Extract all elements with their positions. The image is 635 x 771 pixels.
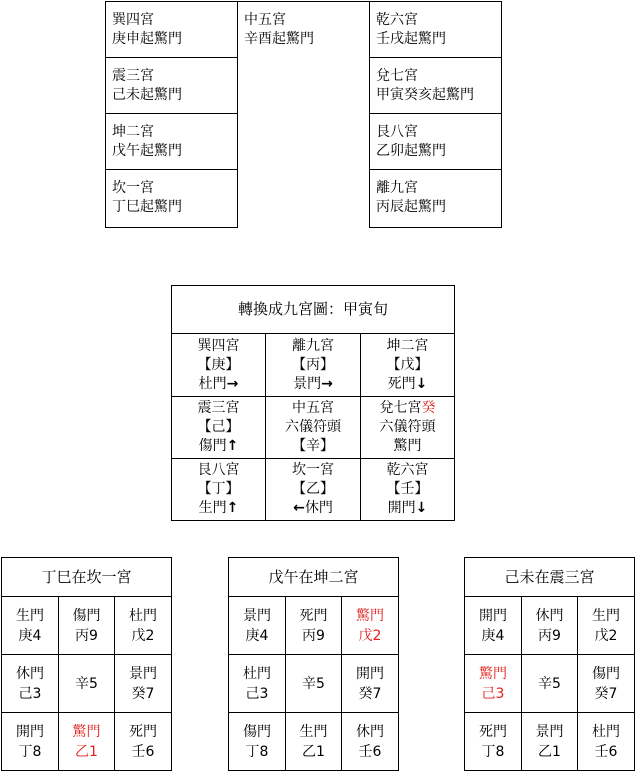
mid-cell: [266, 397, 361, 459]
door-grid: [228, 557, 399, 771]
grid-cell: [465, 597, 522, 655]
grid-cell: [115, 655, 172, 713]
door-name: 開門: [16, 723, 44, 740]
door: 休門: [304, 500, 333, 516]
palace-name: 中五宮: [244, 12, 286, 28]
door: 景門: [293, 375, 322, 392]
door-name: 傷門: [72, 607, 101, 624]
palace-text: 壬戌起驚門: [376, 31, 446, 47]
top-cell-qian6: [370, 2, 502, 58]
stem: 【丁】: [197, 481, 240, 497]
door-name: 死門: [479, 723, 507, 740]
door-name: 驚門: [356, 607, 385, 624]
palace-name: 艮八宮: [197, 462, 240, 478]
arrow-left-icon: ←: [293, 500, 305, 516]
stem-number: 壬6: [358, 743, 382, 760]
stem: 六儀符頭: [285, 419, 341, 435]
grid-cell: [229, 713, 286, 771]
palace-name: 離九宮: [292, 337, 334, 354]
door-name: 驚門: [479, 665, 507, 682]
palace-name: 巽四宮: [112, 12, 154, 28]
palace-text: 戊午起驚門: [112, 143, 182, 159]
arrow-right-icon: →: [226, 375, 239, 392]
palace-name: 坎一宮: [112, 180, 154, 196]
grid-cell: [342, 655, 399, 713]
door-name: 傷門: [592, 665, 621, 682]
stem: 六儀符頭: [379, 419, 436, 435]
palace-text: 己未起驚門: [112, 87, 182, 103]
stem-number: 乙1: [75, 743, 98, 760]
grid-cell: [342, 713, 399, 771]
arrow-down-icon: ↓: [415, 500, 428, 516]
door: 傷門: [198, 438, 227, 454]
mid-cell: [361, 459, 455, 521]
door-name: 生門: [299, 723, 328, 740]
door-name: 杜門: [592, 723, 621, 740]
grid-cell: [522, 655, 578, 713]
palace-name: 艮八宮: [376, 124, 418, 140]
arrow-up-icon: ↑: [226, 438, 239, 454]
top-cell-li9: [370, 170, 502, 228]
door-name: 死門: [299, 607, 328, 624]
top-empty-cell: [238, 114, 370, 170]
grid-cell: [2, 597, 59, 655]
door-name: 景門: [535, 723, 564, 740]
stem-number: 庚4: [18, 627, 42, 644]
stem-number: 壬6: [131, 743, 155, 760]
stem-number: 戊2: [131, 627, 155, 644]
palace-name: 震三宮: [112, 68, 154, 84]
grid-title: 丁巳在坎一宮: [2, 558, 172, 597]
mid-cell: [361, 397, 455, 459]
palace-name: 離九宮: [376, 180, 418, 196]
stem-number: 己3: [18, 685, 42, 702]
top-palace-table: [105, 1, 502, 228]
door-name: 休門: [535, 607, 564, 624]
stem-number: 丁8: [245, 743, 269, 760]
stem-number: 丁8: [18, 743, 42, 760]
grid-cell: [465, 655, 522, 713]
grid-cell: [59, 597, 115, 655]
stem-number: 丙9: [302, 627, 325, 644]
palace-name: 震三宮: [197, 400, 240, 416]
arrow-down-icon: ↓: [415, 375, 428, 392]
door-name: 傷門: [243, 723, 271, 740]
stem-number: 乙1: [302, 743, 325, 760]
mid-cell: [361, 334, 455, 397]
stem-number: 辛5: [75, 675, 98, 692]
stem-number: 丙9: [538, 627, 561, 644]
grid-cell: [229, 655, 286, 713]
stem-number: 丁8: [481, 743, 505, 760]
grid-cell: [115, 713, 172, 771]
stem-number: 辛5: [538, 675, 561, 692]
grid-cell: [342, 597, 399, 655]
door-name: 景門: [243, 607, 271, 624]
palace-text: 庚申起驚門: [112, 31, 182, 47]
stem-number: 辛5: [302, 675, 325, 692]
palace-name: 兌七宮: [379, 400, 422, 416]
door-name: 生門: [592, 607, 621, 624]
stem-number: 丙9: [75, 627, 98, 644]
door-name: 死門: [129, 723, 158, 740]
top-cell-dui7: [370, 58, 502, 114]
top-cell-kun2: [106, 114, 238, 170]
palace-name: 坤二宮: [112, 124, 154, 140]
stem-number: 戊2: [594, 627, 618, 644]
door: 【辛】: [292, 438, 334, 454]
door-name: 驚門: [72, 723, 101, 740]
door-name: 生門: [16, 607, 44, 624]
door-name: 休門: [356, 723, 385, 740]
door-grid: [464, 557, 635, 771]
palace-name: 乾六宮: [386, 462, 429, 478]
grid-cell: [286, 655, 342, 713]
palace-name: 中五宮: [292, 400, 334, 416]
grid-cell: [2, 713, 59, 771]
palace-name: 乾六宮: [376, 12, 418, 28]
grid-cell: [59, 655, 115, 713]
mid-cell: [266, 334, 361, 397]
palace-text: 乙卯起驚門: [376, 143, 446, 159]
top-cell-kan1: [106, 170, 238, 228]
stem: 【壬】: [386, 481, 429, 497]
palace-name: 坎一宮: [292, 462, 334, 478]
diagram-title: 轉換成九宮圖：甲寅旬: [172, 286, 455, 334]
grid-cell: [578, 713, 635, 771]
grid-cell: [115, 597, 172, 655]
door-name: 杜門: [129, 607, 158, 624]
stem-number: 庚4: [245, 627, 269, 644]
grid-cell: [286, 597, 342, 655]
stem-number: 癸7: [594, 685, 618, 702]
top-cell-xun4: [106, 2, 238, 58]
arrow-up-icon: ↑: [226, 500, 239, 516]
palace-extra: 癸: [421, 400, 436, 416]
door-name: 杜門: [243, 665, 271, 682]
grid-cell: [465, 713, 522, 771]
mid-cell: [172, 459, 266, 521]
grid-title: 己未在震三宮: [465, 558, 635, 597]
arrow-right-icon: →: [321, 375, 333, 392]
stem-number: 壬6: [594, 743, 618, 760]
door: 生門: [198, 500, 227, 516]
top-cell-zhong5: [238, 2, 370, 58]
grid-cell: [286, 713, 342, 771]
stem: 【丙】: [292, 356, 334, 373]
top-empty-cell: [238, 170, 370, 228]
grid-cell: [578, 655, 635, 713]
palace-name: 坤二宮: [386, 337, 429, 354]
stem-number: 己3: [245, 685, 269, 702]
stem-number: 庚4: [481, 627, 505, 644]
palace-text: 丁巳起驚門: [112, 199, 182, 215]
palace-text: 丙辰起驚門: [376, 199, 446, 215]
grid-cell: [229, 597, 286, 655]
grid-title: 戊午在坤二宮: [229, 558, 399, 597]
stem-number: 己3: [481, 685, 505, 702]
door-name: 開門: [479, 607, 507, 624]
palace-text: 甲寅癸亥起驚門: [376, 87, 474, 103]
palace-name: 兌七宮: [376, 68, 418, 84]
door-name: 景門: [129, 665, 158, 682]
door-name: 開門: [356, 665, 385, 682]
stem: 【庚】: [197, 356, 240, 373]
grid-cell: [59, 713, 115, 771]
stem-number: 戊2: [358, 627, 382, 644]
grid-cell: [2, 655, 59, 713]
mid-cell: [172, 397, 266, 459]
nine-palace-diagram: [171, 285, 455, 521]
grid-cell: [578, 597, 635, 655]
grid-cell: [522, 597, 578, 655]
grid-cell: [522, 713, 578, 771]
door: 杜門: [198, 375, 227, 392]
palace-name: 巽四宮: [197, 337, 240, 354]
mid-cell: [266, 459, 361, 521]
top-cell-zhen3: [106, 58, 238, 114]
door-grid: [1, 557, 172, 771]
stem-number: 乙1: [538, 743, 561, 760]
stem-number: 癸7: [358, 685, 382, 702]
mid-cell: [172, 334, 266, 397]
stem-number: 癸7: [131, 685, 155, 702]
palace-text: 辛酉起驚門: [244, 31, 314, 47]
door: 死門: [387, 375, 416, 392]
door: 開門: [387, 500, 416, 516]
top-empty-cell: [238, 58, 370, 114]
door-name: 休門: [16, 665, 44, 682]
stem: 【乙】: [292, 481, 334, 497]
stem: 【戊】: [386, 356, 429, 373]
stem: 【己】: [197, 419, 240, 435]
door: 驚門: [393, 438, 422, 454]
top-cell-gen8: [370, 114, 502, 170]
